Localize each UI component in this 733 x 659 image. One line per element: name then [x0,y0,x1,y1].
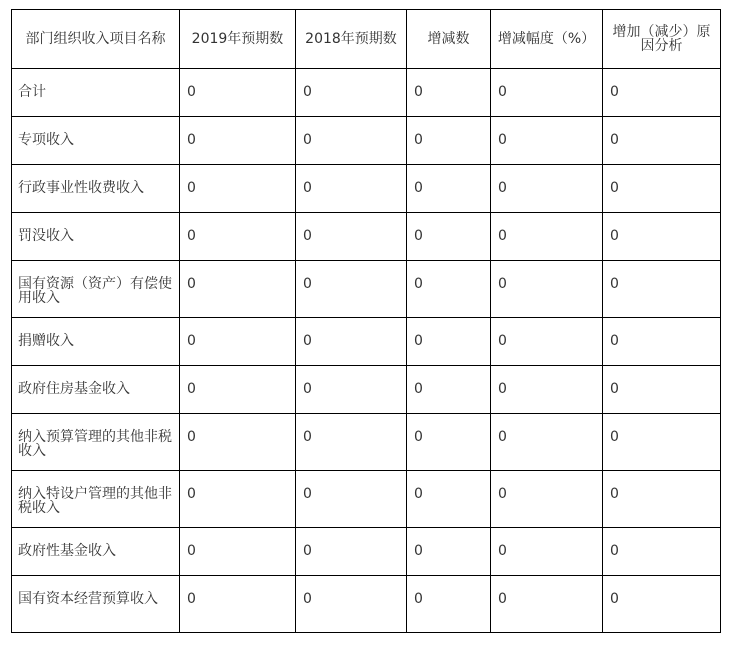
cell-change: 0 [407,318,491,366]
cell-2019: 0 [180,213,296,261]
cell-change: 0 [407,69,491,117]
cell-rate: 0 [491,471,603,528]
cell-2019: 0 [180,576,296,633]
cell-2019: 0 [180,366,296,414]
table-row [12,213,721,261]
row-item-name: 纳入特设户管理的其他非税收入 [12,471,180,528]
cell-rate: 0 [491,69,603,117]
cell-rate: 0 [491,261,603,318]
cell-2018: 0 [296,366,407,414]
cell-2018: 0 [296,213,407,261]
cell-2018: 0 [296,528,407,576]
cell-2018: 0 [296,69,407,117]
row-item-name: 行政事业性收费收入 [12,165,180,213]
cell-change: 0 [407,366,491,414]
cell-rate: 0 [491,165,603,213]
row-item-name: 合计 [12,69,180,117]
cell-reason: 0 [603,165,721,213]
table-row [12,528,721,576]
cell-rate: 0 [491,528,603,576]
cell-2019: 0 [180,261,296,318]
cell-rate: 0 [491,576,603,633]
cell-2019: 0 [180,318,296,366]
cell-reason: 0 [603,213,721,261]
table-row [12,261,721,318]
cell-2018: 0 [296,471,407,528]
cell-reason: 0 [603,414,721,471]
table-row [12,576,721,633]
cell-reason: 0 [603,261,721,318]
cell-2018: 0 [296,165,407,213]
cell-change: 0 [407,261,491,318]
row-item-name: 罚没收入 [12,213,180,261]
cell-reason: 0 [603,69,721,117]
cell-change: 0 [407,576,491,633]
table-row [12,471,721,528]
budget-income-table [11,9,721,633]
cell-change: 0 [407,528,491,576]
cell-reason: 0 [603,528,721,576]
cell-rate: 0 [491,318,603,366]
table-row [12,117,721,165]
cell-2019: 0 [180,117,296,165]
cell-2019: 0 [180,69,296,117]
table-row [12,69,721,117]
cell-reason: 0 [603,117,721,165]
row-item-name: 政府住房基金收入 [12,366,180,414]
table-row [12,318,721,366]
cell-2018: 0 [296,261,407,318]
cell-2018: 0 [296,318,407,366]
cell-reason: 0 [603,576,721,633]
cell-change: 0 [407,213,491,261]
row-item-name: 政府性基金收入 [12,528,180,576]
cell-rate: 0 [491,213,603,261]
cell-change: 0 [407,414,491,471]
table-row [12,165,721,213]
cell-2019: 0 [180,471,296,528]
cell-rate: 0 [491,117,603,165]
row-item-name: 纳入预算管理的其他非税收入 [12,414,180,471]
cell-2018: 0 [296,117,407,165]
header-change-rate: 增减幅度（%） [491,10,603,69]
table-header-row [12,10,721,69]
cell-2019: 0 [180,414,296,471]
table-row [12,366,721,414]
cell-2019: 0 [180,165,296,213]
cell-2019: 0 [180,528,296,576]
header-item-name: 部门组织收入项目名称 [12,10,180,69]
cell-change: 0 [407,165,491,213]
header-change-amount: 增减数 [407,10,491,69]
header-change-reason: 增加（减少）原因分析 [603,10,721,69]
row-item-name: 国有资本经营预算收入 [12,576,180,633]
row-item-name: 捐赠收入 [12,318,180,366]
cell-reason: 0 [603,366,721,414]
cell-2018: 0 [296,576,407,633]
cell-change: 0 [407,117,491,165]
cell-reason: 0 [603,471,721,528]
cell-rate: 0 [491,366,603,414]
row-item-name: 国有资源（资产）有偿使用收入 [12,261,180,318]
cell-rate: 0 [491,414,603,471]
table-row [12,414,721,471]
row-item-name: 专项收入 [12,117,180,165]
cell-reason: 0 [603,318,721,366]
cell-2018: 0 [296,414,407,471]
cell-change: 0 [407,471,491,528]
header-2018-expected: 2018年预期数 [296,10,407,69]
header-2019-expected: 2019年预期数 [180,10,296,69]
